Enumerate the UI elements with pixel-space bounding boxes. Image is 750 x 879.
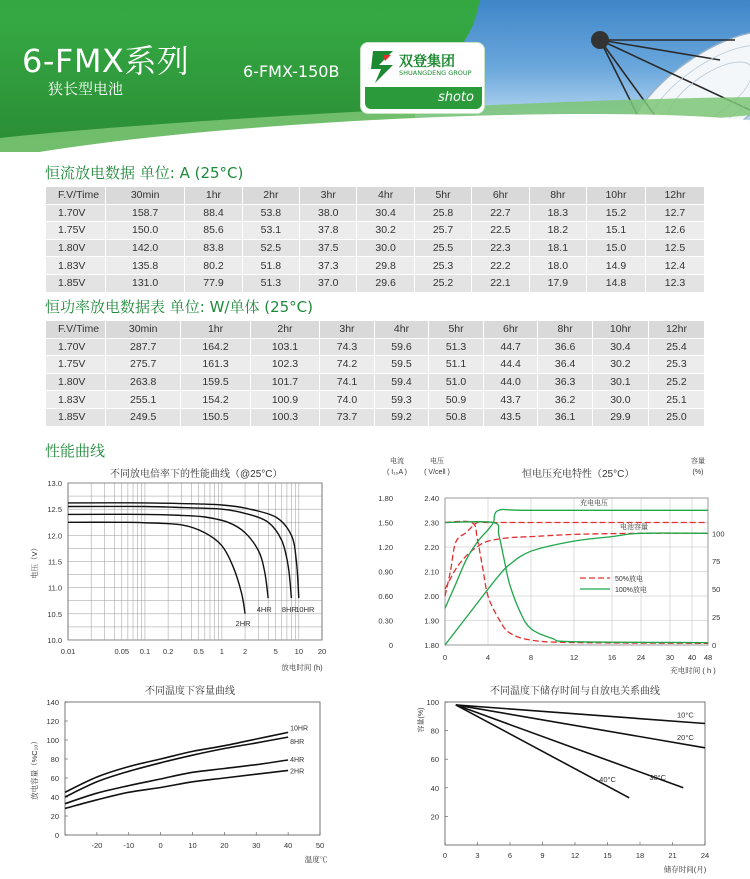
current-discharge-table <box>45 186 705 293</box>
column-header: 4hr <box>374 321 429 339</box>
table-cell: 131.0 <box>106 274 185 292</box>
y-axis-label: 电压（V） <box>30 543 39 580</box>
column-header: 1hr <box>185 187 242 205</box>
capacity-tick-label: 100 <box>712 529 725 539</box>
y-tick-label: 10.5 <box>47 609 62 619</box>
table-cell: 36.6 <box>538 338 593 356</box>
header-banner <box>0 0 750 152</box>
column-header: 2hr <box>242 187 299 205</box>
x-axis-label: 温度℃ <box>304 855 328 864</box>
row-voltage-cell: 1.75V <box>46 222 106 240</box>
row-voltage-cell: 1.70V <box>46 204 106 222</box>
table-cell: 59.2 <box>374 408 429 426</box>
table-cell: 30.0 <box>357 239 414 257</box>
x-tick-label: 10 <box>188 841 197 850</box>
table-cell: 22.2 <box>472 257 529 275</box>
x-tick-label: 20 <box>317 647 327 656</box>
x-axis-label: 充电时间 ( h ) <box>670 666 716 675</box>
table-cell: 101.7 <box>250 373 319 391</box>
x-tick-label: 12 <box>570 851 580 860</box>
table-cell: 83.8 <box>185 239 242 257</box>
table-cell: 150.5 <box>181 408 250 426</box>
voltage-axis-label: 电压 <box>430 458 444 465</box>
table-cell: 29.9 <box>592 408 648 426</box>
table-cell: 18.3 <box>529 204 586 222</box>
column-header: 6hr <box>472 187 529 205</box>
column-header: 8hr <box>538 321 593 339</box>
current-table-heading: 恒流放电数据 单位: A (25°C) <box>45 164 244 182</box>
table-cell: 14.9 <box>587 257 646 275</box>
table-cell: 88.4 <box>185 204 242 222</box>
table-cell: 53.1 <box>242 222 299 240</box>
column-header: 12hr <box>645 187 704 205</box>
series-label-4hr: 4HR <box>290 756 305 764</box>
discharge-rate-chart <box>0 470 375 680</box>
x-tick-label: 16 <box>607 653 617 662</box>
table-header-row <box>46 187 705 205</box>
capacity-tick-label: 75 <box>712 557 721 567</box>
y-tick-label: 20 <box>50 812 59 821</box>
constant-voltage-charge-chart <box>375 455 750 680</box>
curves-heading: 性能曲线 <box>45 442 106 460</box>
self-discharge-chart <box>375 690 750 879</box>
table-cell: 25.1 <box>648 391 704 409</box>
table-cell: 74.3 <box>320 338 375 356</box>
voltage-tick-label: 1.80 <box>424 641 439 650</box>
table-row <box>46 391 705 409</box>
voltage-tick-label: 2.40 <box>424 494 439 503</box>
x-tick-label: 40 <box>283 841 293 850</box>
column-header: 10hr <box>592 321 648 339</box>
column-header: 30min <box>106 321 181 339</box>
row-voltage-cell: 1.80V <box>46 373 106 391</box>
column-header: 30min <box>106 187 185 205</box>
column-header: 8hr <box>529 187 586 205</box>
table-cell: 59.6 <box>374 338 429 356</box>
table-cell: 255.1 <box>106 391 181 409</box>
x-tick-label: 4 <box>485 653 491 662</box>
table-cell: 59.5 <box>374 356 429 374</box>
y-tick-label: 12.0 <box>47 531 62 541</box>
y-tick-label: 80 <box>430 726 439 736</box>
series-label-10hr: 10HR <box>295 605 315 615</box>
series-label-8hr: 8HR <box>281 605 297 615</box>
x-tick-label: 48 <box>703 653 713 662</box>
capacity-axis-unit: (%) <box>692 469 704 476</box>
table-cell: 25.3 <box>414 257 471 275</box>
series-subtitle: 狭长型电池 <box>48 80 124 98</box>
table-cell: 73.7 <box>320 408 375 426</box>
y-tick-label: 60 <box>50 774 59 783</box>
column-header: 6hr <box>483 321 538 339</box>
table-cell: 30.2 <box>592 356 648 374</box>
x-tick-label: 0 <box>158 841 163 850</box>
voltage-tick-label: 1.90 <box>424 616 439 626</box>
capacity-tick-label: 0 <box>712 641 717 650</box>
x-axis-label: 储存时间(月) <box>663 865 707 874</box>
table-cell: 53.8 <box>242 204 299 222</box>
x-tick-label: 21 <box>668 851 677 860</box>
logo-english-text: SHUANGDENG GROUP <box>399 69 472 77</box>
table-cell: 25.5 <box>414 239 471 257</box>
table-cell: 150.0 <box>106 222 185 240</box>
table-cell: 51.3 <box>242 274 299 292</box>
row-voltage-cell: 1.75V <box>46 356 106 374</box>
y-tick-label: 100 <box>426 698 439 707</box>
series-label-4hr: 4HR <box>256 605 272 615</box>
table-cell: 51.0 <box>429 373 484 391</box>
voltage-tick-label: 2.00 <box>424 592 439 601</box>
table-row <box>46 204 705 222</box>
table-cell: 36.3 <box>538 373 593 391</box>
table-cell: 44.4 <box>483 356 538 374</box>
table-cell: 249.5 <box>106 408 181 426</box>
legend-label-100pct: 100%放电 <box>615 587 647 594</box>
table-cell: 161.3 <box>181 356 250 374</box>
table-header-row <box>46 321 705 339</box>
series-label-2hr: 2HR <box>290 768 305 776</box>
table-cell: 36.4 <box>538 356 593 374</box>
table-cell: 14.8 <box>587 274 646 292</box>
table-cell: 52.5 <box>242 239 299 257</box>
table-cell: 51.1 <box>429 356 484 374</box>
table-cell: 17.9 <box>529 274 586 292</box>
current-tick-label: 0.90 <box>378 567 393 577</box>
x-tick-label: 0.01 <box>60 647 76 656</box>
voltage-axis-unit: ( V/cell ) <box>424 469 450 476</box>
x-tick-label: 0.5 <box>193 647 204 656</box>
logo-chinese-text: 双登集团 <box>399 54 455 70</box>
x-tick-label: 30 <box>252 841 261 850</box>
y-tick-label: 120 <box>46 717 59 726</box>
temperature-capacity-chart <box>0 690 375 879</box>
y-tick-label: 100 <box>46 736 59 745</box>
table-cell: 287.7 <box>106 338 181 356</box>
table-cell: 18.0 <box>529 257 586 275</box>
table-cell: 15.0 <box>587 239 646 257</box>
table-cell: 85.6 <box>185 222 242 240</box>
y-axis-label: 放电容量（%C₁₀） <box>30 737 39 800</box>
table-cell: 36.2 <box>538 391 593 409</box>
series-title: 6-FMX系列 <box>22 42 190 80</box>
table-cell: 22.5 <box>472 222 529 240</box>
column-header-fv-time: F.V/Time <box>46 321 106 339</box>
x-tick-label: 18 <box>635 851 645 860</box>
x-tick-label: 3 <box>475 851 480 860</box>
table-cell: 103.1 <box>250 338 319 356</box>
x-tick-label: -20 <box>91 841 103 850</box>
capacity-curve-label: 电池容量 <box>620 524 648 531</box>
table-cell: 30.0 <box>592 391 648 409</box>
table-cell: 154.2 <box>181 391 250 409</box>
series-label-10hr: 10HR <box>290 725 309 733</box>
current-axis-label: 电流 <box>390 458 404 465</box>
table-cell: 18.1 <box>529 239 586 257</box>
table-row <box>46 338 705 356</box>
capacity-tick-label: 50 <box>712 585 721 595</box>
column-header: 1hr <box>181 321 250 339</box>
y-tick-label: 12.5 <box>47 505 62 515</box>
current-axis-unit: ( I₁₀A ) <box>386 469 408 476</box>
table-cell: 43.5 <box>483 408 538 426</box>
x-tick-label: 5 <box>273 647 278 656</box>
y-tick-label: 13.0 <box>47 479 62 488</box>
table-cell: 25.7 <box>414 222 471 240</box>
table-cell: 74.1 <box>320 373 375 391</box>
column-header: 12hr <box>648 321 704 339</box>
table-cell: 22.3 <box>472 239 529 257</box>
table-cell: 44.0 <box>483 373 538 391</box>
row-voltage-cell: 1.70V <box>46 338 106 356</box>
x-tick-label: 0.2 <box>162 647 174 656</box>
table-cell: 15.1 <box>587 222 646 240</box>
voltage-tick-label: 2.20 <box>424 543 439 552</box>
y-tick-label: 0 <box>54 831 59 840</box>
x-tick-label: 15 <box>603 851 612 860</box>
table-row <box>46 257 705 275</box>
table-cell: 12.6 <box>645 222 704 240</box>
chart3-title: 不同温度下容量曲线 <box>145 686 235 697</box>
current-tick-label: 1.50 <box>378 518 393 528</box>
x-tick-label: 24 <box>700 851 710 860</box>
table-cell: 50.9 <box>429 391 484 409</box>
table-cell: 37.5 <box>300 239 357 257</box>
table-cell: 15.2 <box>587 204 646 222</box>
x-tick-label: 2 <box>242 647 248 656</box>
series-label: 20°C <box>677 732 694 742</box>
table-cell: 100.9 <box>250 391 319 409</box>
table-row <box>46 274 705 292</box>
column-header: 4hr <box>357 187 414 205</box>
current-tick-label: 1.80 <box>378 494 393 503</box>
table-cell: 275.7 <box>106 356 181 374</box>
table-cell: 37.0 <box>300 274 357 292</box>
column-header: 5hr <box>429 321 484 339</box>
table-cell: 30.4 <box>357 204 414 222</box>
x-tick-label: 20 <box>220 841 229 850</box>
x-tick-label: 0 <box>442 851 448 860</box>
power-table-heading: 恒功率放电数据表 单位: W/单体 (25°C) <box>45 298 314 316</box>
table-row <box>46 356 705 374</box>
voltage-tick-label: 2.30 <box>424 518 439 528</box>
model-number: 6-FMX-150B <box>243 62 340 81</box>
y-tick-label: 11.0 <box>47 583 62 593</box>
row-voltage-cell: 1.85V <box>46 408 106 426</box>
table-cell: 142.0 <box>106 239 185 257</box>
series-label: 30°C <box>649 772 667 782</box>
y-tick-label: 20 <box>430 812 439 822</box>
table-cell: 18.2 <box>529 222 586 240</box>
row-voltage-cell: 1.85V <box>46 274 106 292</box>
x-tick-label: 12 <box>569 653 579 662</box>
table-cell: 36.1 <box>538 408 593 426</box>
table-cell: 12.7 <box>645 204 704 222</box>
row-voltage-cell: 1.83V <box>46 257 106 275</box>
x-tick-label: 50 <box>315 841 325 850</box>
x-tick-label: 10 <box>294 647 304 656</box>
series-label: 10°C <box>677 710 694 720</box>
table-cell: 30.2 <box>357 222 414 240</box>
chart4-title: 不同温度下储存时间与自放电关系曲线 <box>490 686 660 697</box>
column-header-fv-time: F.V/Time <box>46 187 106 205</box>
table-cell: 37.3 <box>300 257 357 275</box>
table-cell: 74.2 <box>320 356 375 374</box>
table-cell: 74.0 <box>320 391 375 409</box>
y-tick-label: 40 <box>50 793 59 802</box>
current-tick-label: 0.60 <box>378 592 393 601</box>
x-tick-label: 8 <box>528 653 534 662</box>
x-axis-label: 放电时间 (h) <box>281 663 323 672</box>
power-discharge-table <box>45 320 705 427</box>
x-tick-label: 6 <box>507 851 513 860</box>
column-header: 10hr <box>587 187 646 205</box>
table-cell: 12.4 <box>645 257 704 275</box>
x-tick-label: 24 <box>636 653 646 662</box>
plot-area <box>65 702 320 835</box>
table-cell: 37.8 <box>300 222 357 240</box>
current-tick-label: 1.20 <box>378 543 393 552</box>
table-cell: 51.8 <box>242 257 299 275</box>
chart2-title: 恒电压充电特性（25°C） <box>522 469 635 480</box>
voltage-tick-label: 2.10 <box>424 567 439 577</box>
column-header: 3hr <box>300 187 357 205</box>
table-cell: 30.1 <box>592 373 648 391</box>
capacity-axis-label: 容量 <box>691 458 705 465</box>
shuangdeng-logo-icon <box>369 49 397 85</box>
table-cell: 22.1 <box>472 274 529 292</box>
table-cell: 25.3 <box>648 356 704 374</box>
table-cell: 59.3 <box>374 391 429 409</box>
column-header: 2hr <box>250 321 319 339</box>
legend-label-50pct: 50%放电 <box>615 576 644 583</box>
table-row <box>46 373 705 391</box>
column-header: 3hr <box>320 321 375 339</box>
column-header: 5hr <box>414 187 471 205</box>
current-tick-label: 0.30 <box>378 616 393 626</box>
table-cell: 102.3 <box>250 356 319 374</box>
table-cell: 43.7 <box>483 391 538 409</box>
table-cell: 263.8 <box>106 373 181 391</box>
table-cell: 12.5 <box>645 239 704 257</box>
table-row <box>46 239 705 257</box>
x-tick-label: 1 <box>219 647 224 656</box>
table-cell: 25.4 <box>648 338 704 356</box>
series-label: 40°C <box>599 774 616 784</box>
x-tick-label: 40 <box>687 653 697 662</box>
series-label-8hr: 8HR <box>290 739 305 747</box>
table-cell: 25.0 <box>648 408 704 426</box>
table-cell: 12.3 <box>645 274 704 292</box>
table-cell: 100.3 <box>250 408 319 426</box>
x-tick-label: 9 <box>540 851 545 860</box>
table-cell: 50.8 <box>429 408 484 426</box>
table-cell: 38.0 <box>300 204 357 222</box>
logo-brand-text: shoto <box>365 87 482 109</box>
table-cell: 80.2 <box>185 257 242 275</box>
row-voltage-cell: 1.80V <box>46 239 106 257</box>
table-cell: 22.7 <box>472 204 529 222</box>
table-cell: 44.7 <box>483 338 538 356</box>
table-cell: 25.2 <box>414 274 471 292</box>
capacity-tick-label: 25 <box>712 613 721 623</box>
table-cell: 29.8 <box>357 257 414 275</box>
company-logo <box>360 42 485 114</box>
y-tick-label: 60 <box>430 755 439 765</box>
voltage-curve-label: 充电电压 <box>580 500 608 507</box>
table-cell: 25.2 <box>648 373 704 391</box>
table-cell: 25.8 <box>414 204 471 222</box>
y-tick-label: 140 <box>46 698 59 707</box>
table-cell: 158.7 <box>106 204 185 222</box>
y-tick-label: 10.0 <box>47 636 62 645</box>
x-tick-label: 30 <box>665 653 675 662</box>
table-cell: 59.4 <box>374 373 429 391</box>
table-cell: 77.9 <box>185 274 242 292</box>
table-cell: 29.6 <box>357 274 414 292</box>
table-cell: 135.8 <box>106 257 185 275</box>
table-row <box>46 408 705 426</box>
table-cell: 164.2 <box>181 338 250 356</box>
y-tick-label: 80 <box>50 755 59 764</box>
series-label-2hr: 2HR <box>235 618 251 628</box>
table-cell: 159.5 <box>181 373 250 391</box>
table-cell: 51.3 <box>429 338 484 356</box>
x-tick-label: 0 <box>442 653 448 662</box>
chart1-title: 不同放电倍率下的性能曲线（@25°C） <box>110 469 283 480</box>
table-row <box>46 222 705 240</box>
x-tick-label: -10 <box>123 841 135 850</box>
y-tick-label: 40 <box>430 783 439 793</box>
x-tick-label: 0.05 <box>114 647 130 656</box>
y-axis-label: 容量(%) <box>418 707 425 733</box>
current-tick-label: 0 <box>388 641 393 650</box>
row-voltage-cell: 1.83V <box>46 391 106 409</box>
y-tick-label: 11.5 <box>47 557 62 567</box>
table-cell: 30.4 <box>592 338 648 356</box>
x-tick-label: 0.1 <box>139 647 151 656</box>
